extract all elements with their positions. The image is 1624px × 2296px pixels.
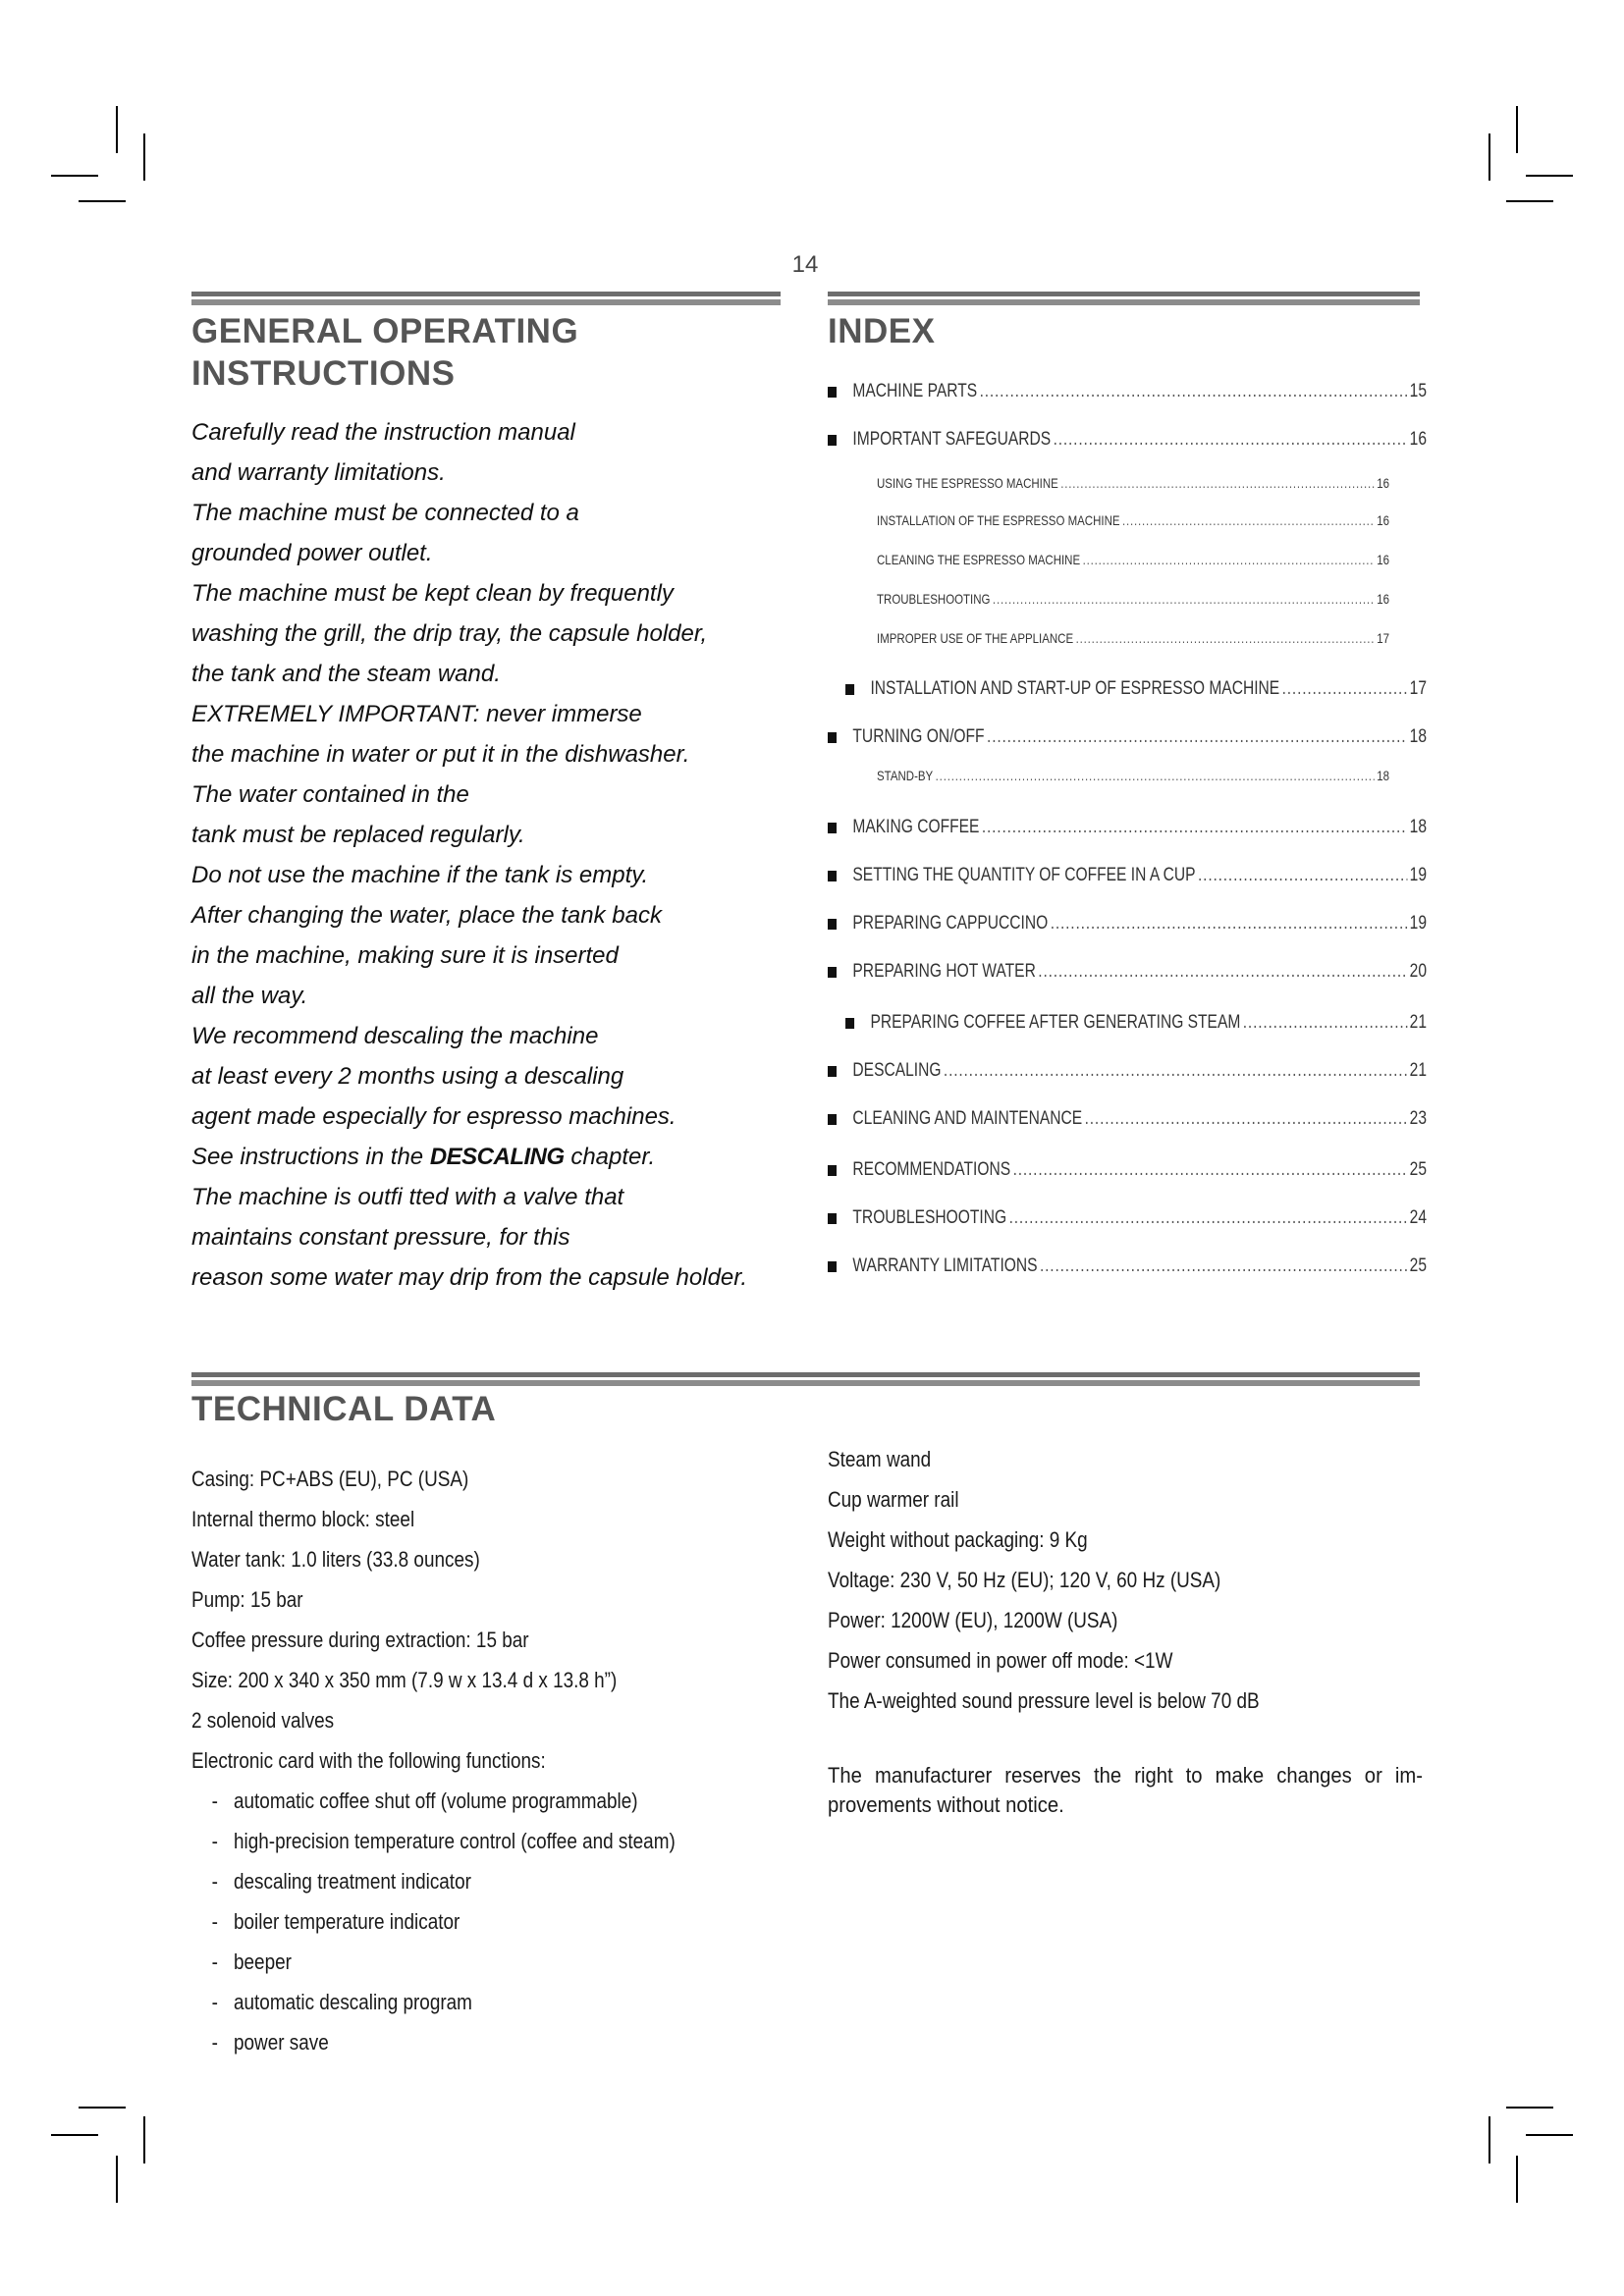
crop-mark <box>1526 175 1573 177</box>
index-entry-page: 18 <box>1409 817 1427 837</box>
index-entry-label: PREPARING CAPPUCCINO <box>852 913 1049 934</box>
bullet-icon <box>828 1114 837 1125</box>
function-label: automatic coffee shut off (volume programmable) <box>234 1789 638 1813</box>
index-entry[interactable] <box>828 865 1427 886</box>
index-entry[interactable] <box>828 678 1427 700</box>
instruction-text: See instructions in the <box>191 1144 430 1170</box>
section-rule <box>191 292 781 305</box>
index-entry[interactable] <box>828 817 1427 838</box>
index-entry-page: 17 <box>1409 678 1427 699</box>
index-entry-page: 19 <box>1409 865 1427 885</box>
function-label: automatic descaling program <box>234 1990 472 2014</box>
index-entry-label: IMPROPER USE OF THE APPLIANCE <box>877 630 1074 646</box>
index-entry-label: TROUBLESHOOTING <box>877 591 991 607</box>
bullet-icon <box>828 967 837 978</box>
index-entry[interactable] <box>828 512 1389 528</box>
index-entry-page: 17 <box>1377 630 1389 646</box>
index-entry-label: TROUBLESHOOTING <box>852 1207 1007 1228</box>
dot-leader <box>1243 1012 1407 1034</box>
crop-mark <box>1516 106 1518 153</box>
general-instructions <box>191 412 790 1298</box>
index-entry-label: PREPARING HOT WATER <box>852 961 1036 982</box>
instruction-line: The machine must be kept clean by frequently <box>191 580 674 607</box>
manufacturer-notice: The manufacturer reserves the right to make changes or im-provements without notice. <box>828 1763 1423 1817</box>
index-entry[interactable] <box>828 1255 1427 1277</box>
dot-leader <box>1282 678 1408 700</box>
instruction-line <box>191 1137 790 1177</box>
bullet-icon <box>828 732 837 743</box>
technical-spec: Power: 1200W (EU), 1200W (USA) <box>828 1608 1118 1632</box>
instruction-line: tank must be replaced regularly. <box>191 822 525 848</box>
bullet-icon <box>828 871 837 881</box>
crop-mark <box>1506 200 1553 202</box>
instruction-line: EXTREMELY IMPORTANT: never immerse <box>191 701 642 727</box>
index-entry[interactable] <box>828 1012 1427 1034</box>
function-label: power save <box>234 2030 329 2055</box>
instruction-line: After changing the water, place the tank back <box>191 902 662 929</box>
index-entry-page: 25 <box>1409 1159 1427 1180</box>
index-entry[interactable] <box>828 1108 1427 1130</box>
instruction-line: The water contained in the <box>191 781 469 808</box>
dot-leader <box>980 381 1408 402</box>
index-entry-page: 16 <box>1377 552 1389 567</box>
crop-mark <box>1489 133 1490 181</box>
index-entry[interactable] <box>828 381 1427 402</box>
index-entry[interactable] <box>828 768 1389 783</box>
function-item <box>191 1861 715 1901</box>
instruction-line: agent made especially for espresso machines. <box>191 1103 677 1130</box>
index-entry-page: 21 <box>1409 1060 1427 1081</box>
technical-right-column <box>828 1439 1343 1721</box>
index-entry[interactable] <box>828 961 1427 983</box>
technical-spec: Voltage: 230 V, 50 Hz (EU); 120 V, 60 Hz (USA) <box>828 1568 1221 1592</box>
dash-bullet: - <box>211 1829 218 1853</box>
instruction-line: the machine in water or put it in the dishwasher. <box>191 741 690 768</box>
index-entry-label: SETTING THE QUANTITY OF COFFEE IN A CUP <box>852 865 1196 885</box>
page-number: 14 <box>791 251 819 278</box>
index-entry-label: PREPARING COFFEE AFTER GENERATING STEAM <box>870 1012 1241 1033</box>
index-entry[interactable] <box>828 1207 1427 1229</box>
index-entry[interactable] <box>828 630 1389 646</box>
index-entry[interactable] <box>828 475 1389 491</box>
instruction-line: The machine is outfi tted with a valve that <box>191 1184 624 1210</box>
function-label: boiler temperature indicator <box>234 1909 460 1934</box>
index-entry-label: MAKING COFFEE <box>852 817 980 837</box>
instruction-line: maintains constant pressure, for this <box>191 1224 570 1251</box>
index-entry-page: 16 <box>1409 429 1427 450</box>
technical-spec: The A-weighted sound pressure level is below 70 dB <box>828 1688 1260 1713</box>
bullet-icon <box>845 684 854 695</box>
index-entry-label: STAND-BY <box>877 768 934 783</box>
index-entry-page: 18 <box>1377 768 1389 783</box>
index-title: INDEX <box>828 312 936 350</box>
index-entry[interactable] <box>828 726 1427 748</box>
index-entry-label: TURNING ON/OFF <box>852 726 985 747</box>
dot-leader <box>993 591 1375 607</box>
index-entry-page: 24 <box>1409 1207 1427 1228</box>
index-entry-page: 18 <box>1409 726 1427 747</box>
index-entry-label: RECOMMENDATIONS <box>852 1159 1011 1180</box>
index-entry-label: CLEANING THE ESPRESSO MACHINE <box>877 552 1081 567</box>
instruction-line: Do not use the machine if the tank is empty. <box>191 862 649 888</box>
technical-left-column <box>191 1459 715 2062</box>
technical-spec: Internal thermo block: steel <box>191 1507 415 1531</box>
dot-leader <box>1198 865 1407 886</box>
dot-leader <box>1051 913 1407 934</box>
crop-mark <box>143 2116 145 2163</box>
bullet-icon <box>828 435 837 446</box>
dot-leader <box>1083 552 1375 567</box>
crop-mark <box>1506 2107 1553 2109</box>
index-entry-label: CLEANING AND MAINTENANCE <box>852 1108 1083 1129</box>
function-item <box>191 2022 715 2062</box>
general-title-line: GENERAL OPERATING <box>191 312 579 350</box>
index-entry[interactable] <box>828 913 1427 934</box>
technical-spec: Power consumed in power off mode: <1W <box>828 1648 1173 1673</box>
crop-mark <box>79 200 126 202</box>
index-entry-label: INSTALLATION AND START-UP OF ESPRESSO MACHINE <box>870 678 1280 699</box>
function-item <box>191 1901 715 1942</box>
dot-leader <box>1085 1108 1408 1130</box>
dash-bullet: - <box>211 1789 218 1813</box>
function-label: descaling treatment indicator <box>234 1869 471 1894</box>
dot-leader <box>1076 630 1375 646</box>
function-label: beeper <box>234 1949 292 1974</box>
instruction-line: The machine must be connected to a <box>191 500 579 526</box>
technical-spec: Steam wand <box>828 1447 932 1471</box>
dot-leader <box>1122 512 1375 528</box>
instruction-text: chapter. <box>564 1144 656 1170</box>
index-entry-page: 21 <box>1409 1012 1427 1033</box>
instruction-line: the tank and the steam wand. <box>191 661 501 687</box>
technical-spec: Weight without packaging: 9 Kg <box>828 1527 1088 1552</box>
instruction-line: washing the grill, the drip tray, the capsule holder, <box>191 620 708 647</box>
dot-leader <box>1054 429 1408 451</box>
dash-bullet: - <box>211 1949 218 1974</box>
index-entry-label: MACHINE PARTS <box>852 381 978 401</box>
technical-spec: Coffee pressure during extraction: 15 bar <box>191 1628 529 1652</box>
bullet-icon <box>828 387 837 398</box>
bullet-icon <box>828 823 837 833</box>
technical-spec: Casing: PC+ABS (EU), PC (USA) <box>191 1467 469 1491</box>
dot-leader <box>1060 475 1374 491</box>
index-entry-page: 20 <box>1409 961 1427 982</box>
index-entry-label: INSTALLATION OF THE ESPRESSO MACHINE <box>877 512 1120 528</box>
instruction-line: in the machine, making sure it is inserted <box>191 942 619 969</box>
index-entry-page: 19 <box>1409 913 1427 934</box>
crop-mark <box>1489 2116 1490 2163</box>
index-entry-page: 25 <box>1409 1255 1427 1276</box>
technical-spec: 2 solenoid valves <box>191 1708 335 1733</box>
section-rule <box>191 1372 1420 1386</box>
index-entry[interactable] <box>828 429 1427 451</box>
section-rule <box>828 292 1420 305</box>
index-entry-page: 15 <box>1409 381 1427 401</box>
index-entry-label: WARRANTY LIMITATIONS <box>852 1255 1038 1276</box>
dot-leader <box>1009 1207 1408 1229</box>
dot-leader <box>1040 1255 1407 1277</box>
index-entry-label: USING THE ESPRESSO MACHINE <box>877 475 1058 491</box>
bullet-icon <box>828 1066 837 1077</box>
instruction-line: at least every 2 months using a descaling <box>191 1063 624 1090</box>
dash-bullet: - <box>211 1990 218 2014</box>
dot-leader <box>1013 1159 1408 1181</box>
instruction-line: Carefully read the instruction manual <box>191 419 575 446</box>
index-entry[interactable] <box>828 552 1389 567</box>
general-title-line: INSTRUCTIONS <box>191 354 456 393</box>
general-title <box>191 310 578 395</box>
dot-leader <box>982 817 1407 838</box>
instruction-line: We recommend descaling the machine <box>191 1023 599 1049</box>
function-item <box>191 1982 715 2022</box>
dash-bullet: - <box>211 1909 218 1934</box>
crop-mark <box>1526 2134 1573 2136</box>
technical-spec: Pump: 15 bar <box>191 1587 303 1612</box>
function-label: high-precision temperature control (coffee and steam) <box>234 1829 676 1853</box>
technical-spec: Size: 200 x 340 x 350 mm (7.9 w x 13.4 d x 13.8 h”) <box>191 1668 618 1692</box>
dot-leader <box>1038 961 1407 983</box>
index-entry-page: 16 <box>1377 512 1389 528</box>
technical-spec: Water tank: 1.0 liters (33.8 ounces) <box>191 1547 480 1572</box>
function-item <box>191 1821 715 1861</box>
dash-bullet: - <box>211 1869 218 1894</box>
dot-leader <box>936 768 1375 783</box>
function-item <box>191 1781 715 1821</box>
technical-spec: Electronic card with the following functions: <box>191 1748 546 1773</box>
bullet-icon <box>828 1261 837 1272</box>
crop-mark <box>116 2156 118 2203</box>
crop-mark <box>116 106 118 153</box>
dot-leader <box>987 726 1407 748</box>
bullet-icon <box>845 1018 854 1029</box>
index-entry-page: 16 <box>1377 475 1389 491</box>
crop-mark <box>51 175 98 177</box>
technical-spec: Cup warmer rail <box>828 1487 959 1512</box>
descaling-reference: DESCALING <box>429 1144 565 1170</box>
index-entry[interactable] <box>828 1060 1427 1082</box>
technical-title: TECHNICAL DATA <box>191 1390 497 1428</box>
dash-bullet: - <box>211 2030 218 2055</box>
dot-leader <box>944 1060 1407 1082</box>
instruction-line: grounded power outlet. <box>191 540 433 566</box>
function-item <box>191 1942 715 1982</box>
bullet-icon <box>828 1213 837 1224</box>
bullet-icon <box>828 919 837 930</box>
bullet-icon <box>828 1165 837 1176</box>
instruction-line: and warranty limitations. <box>191 459 446 486</box>
crop-mark <box>79 2107 126 2109</box>
crop-mark <box>1516 2156 1518 2203</box>
crop-mark <box>51 2134 98 2136</box>
crop-mark <box>143 133 145 181</box>
index-entry-label: IMPORTANT SAFEGUARDS <box>852 429 1052 450</box>
instruction-line: all the way. <box>191 983 308 1009</box>
instruction-line: reason some water may drip from the capsule holder. <box>191 1264 748 1291</box>
index-entry-page: 23 <box>1409 1108 1427 1129</box>
index-entry-label: DESCALING <box>852 1060 942 1081</box>
index-entry[interactable] <box>828 591 1389 607</box>
index-entry-page: 16 <box>1377 591 1389 607</box>
index-entry[interactable] <box>828 1159 1427 1181</box>
